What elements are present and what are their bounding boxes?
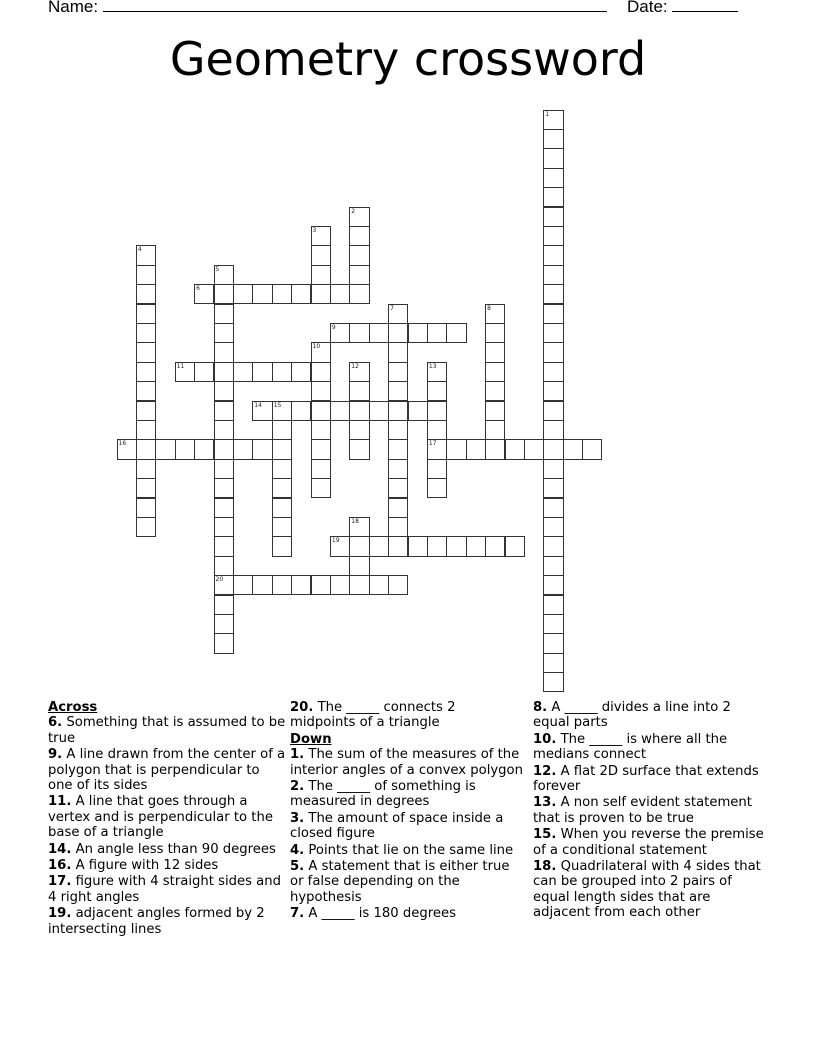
clue-number: 3 xyxy=(312,226,317,234)
grid-cell[interactable] xyxy=(252,575,272,595)
grid-cell[interactable] xyxy=(311,342,331,362)
grid-cell[interactable] xyxy=(214,498,234,518)
grid-cell[interactable] xyxy=(427,439,447,459)
grid-cell[interactable] xyxy=(272,401,292,421)
grid-cell[interactable] xyxy=(427,401,447,421)
grid-cell[interactable] xyxy=(388,459,408,479)
grid-cell[interactable] xyxy=(136,439,156,459)
grid-cell[interactable] xyxy=(543,439,563,459)
grid-cell[interactable] xyxy=(136,517,156,537)
clue-number: 17 xyxy=(428,440,437,448)
clue-number: 10 xyxy=(312,343,321,351)
grid-cell[interactable] xyxy=(582,439,602,459)
grid-cell[interactable] xyxy=(175,439,195,459)
grid-cell[interactable] xyxy=(388,362,408,382)
grid-cell[interactable] xyxy=(408,536,428,556)
grid-cell[interactable] xyxy=(330,401,350,421)
grid-cell[interactable] xyxy=(214,362,234,382)
grid-cell[interactable] xyxy=(543,536,563,556)
grid-cell[interactable] xyxy=(388,401,408,421)
grid-cell[interactable] xyxy=(485,401,505,421)
grid-cell[interactable] xyxy=(543,672,563,692)
clue-down-2: 2. The _____ of something is measured in degrees xyxy=(290,779,476,810)
clues-column-1 xyxy=(48,700,286,938)
grid-cell[interactable] xyxy=(349,226,369,246)
grid-cell[interactable] xyxy=(408,323,428,343)
grid-cell[interactable] xyxy=(543,168,563,188)
grid-cell[interactable] xyxy=(272,536,292,556)
grid-cell[interactable] xyxy=(543,517,563,537)
grid-cell[interactable] xyxy=(136,342,156,362)
grid-cell[interactable] xyxy=(349,362,369,382)
grid-cell[interactable] xyxy=(485,323,505,343)
clue-down-18: 18. Quadrilateral with 4 sides that can be grouped into 2 pairs of equal length sides that are adjacent from each other xyxy=(533,859,761,921)
clue-down-10: 10. The _____ is where all the medians connect xyxy=(533,731,728,763)
clue-down-5: 5. A statement that is either true or false depending on the hypothesis xyxy=(290,859,510,905)
grid-cell[interactable] xyxy=(427,420,447,440)
clue-across-17: 17. figure with 4 straight sides and 4 right angles xyxy=(48,874,281,905)
grid-cell[interactable] xyxy=(543,420,563,440)
grid-cell[interactable] xyxy=(543,595,563,615)
grid-cell[interactable] xyxy=(388,536,408,556)
grid-cell[interactable] xyxy=(214,556,234,576)
grid-cell[interactable] xyxy=(272,439,292,459)
grid-cell[interactable] xyxy=(543,110,563,130)
grid-cell[interactable] xyxy=(349,575,369,595)
clue-across-19: 19. adjacent angles formed by 2 intersecting lines xyxy=(48,906,265,937)
grid-cell[interactable] xyxy=(272,284,292,304)
clue-across-20: 20. The _____ connects 2 midpoints of a triangle xyxy=(290,700,456,731)
grid-cell[interactable] xyxy=(369,575,389,595)
grid-cell[interactable] xyxy=(252,362,272,382)
clue-number: 6 xyxy=(196,285,200,293)
grid-cell[interactable] xyxy=(311,362,331,382)
grid-cell[interactable] xyxy=(446,439,466,459)
grid-cell[interactable] xyxy=(427,536,447,556)
grid-cell[interactable] xyxy=(136,459,156,479)
grid-cell[interactable] xyxy=(543,381,563,401)
grid-cell[interactable] xyxy=(349,420,369,440)
grid-cell[interactable] xyxy=(136,401,156,421)
grid-cell[interactable] xyxy=(214,381,234,401)
grid-cell[interactable] xyxy=(214,575,234,595)
grid-cell[interactable] xyxy=(543,323,563,343)
grid-cell[interactable] xyxy=(214,536,234,556)
grid-cell[interactable] xyxy=(388,517,408,537)
grid-cell[interactable] xyxy=(233,362,253,382)
grid-cell[interactable] xyxy=(136,498,156,518)
grid-cell[interactable] xyxy=(543,653,563,673)
grid-cell[interactable] xyxy=(117,439,137,459)
grid-cell[interactable] xyxy=(349,381,369,401)
date-line[interactable] xyxy=(672,0,738,12)
grid-cell[interactable] xyxy=(291,401,311,421)
grid-cell[interactable] xyxy=(543,401,563,421)
grid-cell[interactable] xyxy=(369,536,389,556)
grid-cell[interactable] xyxy=(388,342,408,362)
grid-cell[interactable] xyxy=(349,284,369,304)
grid-cell[interactable] xyxy=(252,439,272,459)
grid-cell[interactable] xyxy=(311,401,331,421)
grid-cell[interactable] xyxy=(446,536,466,556)
grid-cell[interactable] xyxy=(505,439,525,459)
down-heading: Down xyxy=(290,731,332,747)
grid-cell[interactable] xyxy=(543,575,563,595)
grid-cell[interactable] xyxy=(349,323,369,343)
across-heading: Across xyxy=(48,700,98,715)
clues-column-3 xyxy=(533,700,768,922)
grid-cell[interactable] xyxy=(369,401,389,421)
grid-cell[interactable] xyxy=(349,401,369,421)
clue-down-13: 13. A non self evident statement that is proven to be true xyxy=(533,795,752,826)
grid-cell[interactable] xyxy=(136,323,156,343)
grid-cell[interactable] xyxy=(408,401,428,421)
grid-cell[interactable] xyxy=(233,284,253,304)
grid-cell[interactable] xyxy=(311,478,331,498)
grid-cell[interactable] xyxy=(485,362,505,382)
grid-cell[interactable] xyxy=(155,439,175,459)
grid-cell[interactable] xyxy=(214,420,234,440)
clue-number: 1 xyxy=(545,110,550,118)
grid-cell[interactable] xyxy=(388,420,408,440)
clue-number: 9 xyxy=(331,323,336,331)
grid-cell[interactable] xyxy=(214,342,234,362)
grid-cell[interactable] xyxy=(427,323,447,343)
grid-cell[interactable] xyxy=(388,439,408,459)
name-field[interactable] xyxy=(48,0,607,17)
grid-cell[interactable] xyxy=(194,362,214,382)
grid-cell[interactable] xyxy=(272,517,292,537)
clue-across-11: 11. A line that goes through a vertex and is perpendicular to the base of a triangle xyxy=(48,794,273,841)
clue-across-9: 9. A line drawn from the center of a polygon that is perpendicular to one of its sides xyxy=(48,747,286,794)
clue-number: 7 xyxy=(390,304,394,312)
grid-cell[interactable] xyxy=(543,556,563,576)
grid-cell[interactable] xyxy=(214,439,234,459)
name-label: Name: xyxy=(48,0,99,16)
grid-cell[interactable] xyxy=(214,614,234,634)
grid-cell[interactable] xyxy=(349,245,369,265)
clue-down-8: 8. A _____ divides a line into 2 equal parts xyxy=(533,700,731,731)
grid-cell[interactable] xyxy=(524,439,544,459)
clue-number: 14 xyxy=(254,401,262,409)
clue-number: 2 xyxy=(351,207,356,215)
clues-column-2 xyxy=(290,700,525,923)
grid-cell[interactable] xyxy=(311,381,331,401)
grid-cell[interactable] xyxy=(214,478,234,498)
grid-cell[interactable] xyxy=(272,575,292,595)
clue-across-6: 6. Something that is assumed to be true xyxy=(48,715,286,746)
grid-cell[interactable] xyxy=(543,187,563,207)
grid-cell[interactable] xyxy=(214,633,234,653)
grid-cell[interactable] xyxy=(388,575,408,595)
grid-cell[interactable] xyxy=(543,148,563,168)
grid-cell[interactable] xyxy=(214,401,234,421)
grid-cell[interactable] xyxy=(349,517,369,537)
grid-cell[interactable] xyxy=(272,362,292,382)
grid-cell[interactable] xyxy=(233,575,253,595)
grid-cell[interactable] xyxy=(388,304,408,324)
grid-cell[interactable] xyxy=(311,284,331,304)
clue-number: 19 xyxy=(331,537,340,545)
grid-cell[interactable] xyxy=(543,478,563,498)
grid-cell[interactable] xyxy=(136,265,156,285)
grid-cell[interactable] xyxy=(427,459,447,479)
grid-cell[interactable] xyxy=(388,498,408,518)
page-title: Geometry crossword xyxy=(169,32,647,86)
grid-cell[interactable] xyxy=(214,595,234,615)
grid-cell[interactable] xyxy=(214,459,234,479)
clue-number: 18 xyxy=(351,517,359,525)
grid-cell[interactable] xyxy=(136,362,156,382)
clue-across-14: 14. An angle less than 90 degrees xyxy=(48,841,276,857)
clue-across-16: 16. A figure with 12 sides xyxy=(48,858,219,874)
clue-number: 8 xyxy=(487,304,491,312)
grid-cell[interactable] xyxy=(543,129,563,149)
grid-cell[interactable] xyxy=(543,459,563,479)
grid-cell[interactable] xyxy=(563,439,583,459)
grid-cell[interactable] xyxy=(485,439,505,459)
grid-cell[interactable] xyxy=(485,304,505,324)
grid-cell[interactable] xyxy=(330,284,350,304)
name-line[interactable] xyxy=(103,0,607,12)
clue-down-12: 12. A flat 2D surface that extends forever xyxy=(533,763,759,795)
grid-cell[interactable] xyxy=(330,323,350,343)
grid-cell[interactable] xyxy=(543,245,563,265)
grid-cell[interactable] xyxy=(291,284,311,304)
grid-cell[interactable] xyxy=(349,536,369,556)
grid-cell[interactable] xyxy=(136,478,156,498)
grid-cell[interactable] xyxy=(330,536,350,556)
grid-cell[interactable] xyxy=(252,401,272,421)
grid-cell[interactable] xyxy=(311,245,331,265)
grid-cell[interactable] xyxy=(214,323,234,343)
grid-cell[interactable] xyxy=(543,362,563,382)
grid-cell[interactable] xyxy=(543,614,563,634)
grid-cell[interactable] xyxy=(485,381,505,401)
grid-cell[interactable] xyxy=(369,323,389,343)
grid-cell[interactable] xyxy=(388,478,408,498)
grid-cell[interactable] xyxy=(388,323,408,343)
date-field[interactable] xyxy=(627,0,738,17)
grid-cell[interactable] xyxy=(136,420,156,440)
grid-cell[interactable] xyxy=(272,478,292,498)
grid-cell[interactable] xyxy=(252,284,272,304)
grid-cell[interactable] xyxy=(291,575,311,595)
grid-cell[interactable] xyxy=(311,420,331,440)
grid-cell[interactable] xyxy=(214,265,234,285)
grid-cell[interactable] xyxy=(291,362,311,382)
grid-cell[interactable] xyxy=(272,420,292,440)
grid-cell[interactable] xyxy=(543,342,563,362)
grid-cell[interactable] xyxy=(543,207,563,227)
clue-down-1: 1. The sum of the measures of the interior angles of a convex polygon xyxy=(290,747,523,778)
grid-cell[interactable] xyxy=(349,439,369,459)
grid-cell[interactable] xyxy=(485,420,505,440)
grid-cell[interactable] xyxy=(427,478,447,498)
grid-cell[interactable] xyxy=(543,226,563,246)
grid-cell[interactable] xyxy=(543,265,563,285)
grid-cell[interactable] xyxy=(311,265,331,285)
grid-cell[interactable] xyxy=(194,439,214,459)
clue-number: 12 xyxy=(351,362,359,370)
grid-cell[interactable] xyxy=(214,517,234,537)
grid-cell[interactable] xyxy=(543,284,563,304)
clue-number: 13 xyxy=(428,362,437,370)
clue-down-3: 3. The amount of space inside a closed figure xyxy=(290,810,504,842)
clue-number: 15 xyxy=(273,401,282,409)
grid-cell[interactable] xyxy=(330,575,350,595)
grid-cell[interactable] xyxy=(311,439,331,459)
grid-cell[interactable] xyxy=(485,342,505,362)
grid-cell[interactable] xyxy=(272,498,292,518)
clue-number: 16 xyxy=(118,440,127,448)
clue-down-15: 15. When you reverse the premise of a conditional statement xyxy=(533,827,764,858)
grid-cell[interactable] xyxy=(349,207,369,227)
grid-cell[interactable] xyxy=(214,284,234,304)
grid-cell[interactable] xyxy=(427,362,447,382)
grid-cell[interactable] xyxy=(543,304,563,324)
grid-cell[interactable] xyxy=(311,226,331,246)
grid-cell[interactable] xyxy=(272,459,292,479)
grid-cell[interactable] xyxy=(136,381,156,401)
grid-cell[interactable] xyxy=(446,323,466,343)
grid-cell[interactable] xyxy=(311,575,331,595)
clue-number: 20 xyxy=(215,576,224,584)
grid-cell[interactable] xyxy=(349,556,369,576)
clue-number: 5 xyxy=(215,265,220,273)
grid-cell[interactable] xyxy=(175,362,195,382)
grid-cell[interactable] xyxy=(505,536,525,556)
grid-cell[interactable] xyxy=(136,245,156,265)
grid-cell[interactable] xyxy=(388,381,408,401)
clue-down-4: 4. Points that lie on the same line xyxy=(290,842,514,858)
grid-cell[interactable] xyxy=(136,304,156,324)
grid-cell[interactable] xyxy=(214,304,234,324)
date-label: Date: xyxy=(627,0,668,16)
grid-cell[interactable] xyxy=(466,536,486,556)
grid-cell[interactable] xyxy=(485,536,505,556)
clue-down-7: 7. A _____ is 180 degrees xyxy=(290,906,456,922)
grid-cell[interactable] xyxy=(427,381,447,401)
grid-cell[interactable] xyxy=(349,265,369,285)
grid-cell[interactable] xyxy=(466,439,486,459)
clue-number: 4 xyxy=(137,246,142,254)
grid-cell[interactable] xyxy=(543,498,563,518)
grid-cell[interactable] xyxy=(543,633,563,653)
grid-cell[interactable] xyxy=(194,284,214,304)
grid-cell[interactable] xyxy=(136,284,156,304)
grid-cell[interactable] xyxy=(311,459,331,479)
grid-cell[interactable] xyxy=(233,439,253,459)
clue-number: 11 xyxy=(176,362,185,370)
